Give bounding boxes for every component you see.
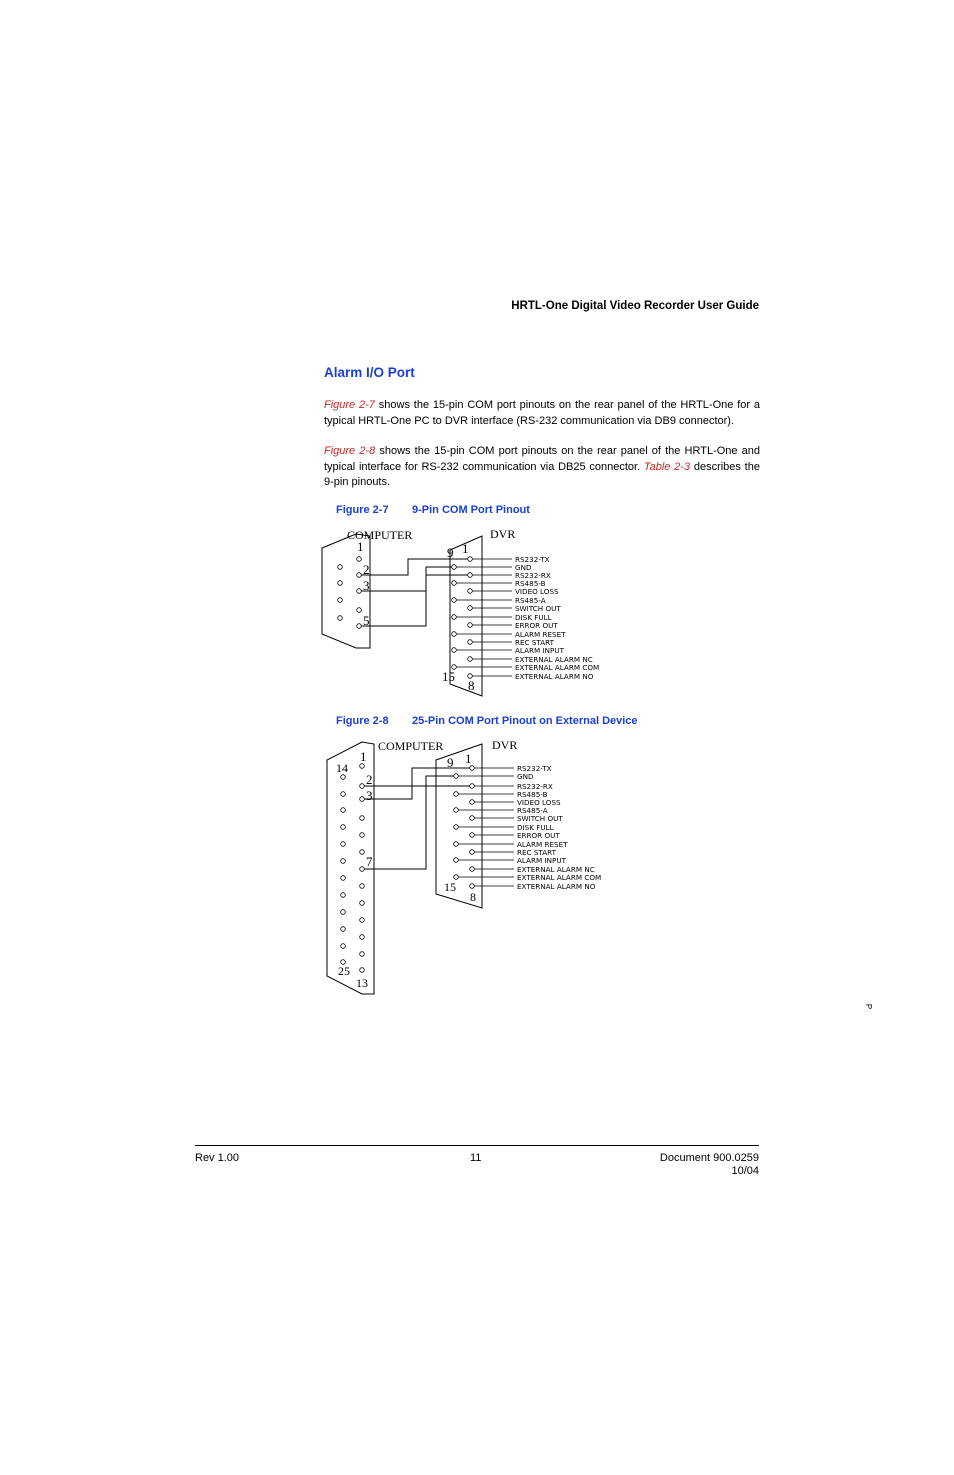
signal-label: EXTERNAL ALARM NC [515,655,593,664]
figure-2-7-caption [336,504,530,516]
signal-label: ALARM INPUT [517,856,566,865]
computer-label: COMPUTER [378,739,444,753]
footer-document-info [600,1152,759,1178]
dvr-pin-8-label: 8 [468,678,475,693]
db9-pinout-diagram [300,524,620,704]
figure-2-7-reference[interactable]: Figure 2-7 [324,399,375,411]
db9-pins [338,557,362,629]
computer-pin-7-label: 7 [366,854,373,869]
footer-revision: Rev 1.00 [195,1152,240,1164]
dvr-pin-15-label: 15 [442,669,455,684]
db25-pinout-diagram [300,736,620,998]
signal-label: EXTERNAL ALARM NO [515,672,594,681]
section-title: Alarm I/O Port [324,365,415,380]
signal-label: EXTERNAL ALARM NO [517,882,596,891]
figure-2-8-number: Figure 2-8 [336,715,389,727]
signal-label: SWITCH OUT [515,604,561,613]
computer-pin-1-label: 1 [360,749,367,764]
paragraph-2-text-b: describes the 9-pin pinouts. [324,460,760,488]
footer-rule [195,1145,759,1146]
signal-label: ALARM RESET [515,630,566,639]
signal-label: REC START [517,848,557,857]
signal-label: ERROR OUT [517,831,560,840]
computer-pin-5-label: 5 [363,613,370,628]
margin-mark: P [864,1003,874,1010]
computer-pin-13-label: 13 [356,976,368,990]
paragraph-1 [324,398,760,429]
dvr-pin-1-label: 1 [465,751,472,766]
computer-pin-1-label: 1 [357,539,364,554]
signal-label: GND [515,563,532,572]
signal-label: VIDEO LOSS [517,798,561,807]
dvr-pin-9-label: 9 [447,545,454,560]
signal-label: RS232-TX [515,555,550,564]
signal-label: REC START [515,638,555,647]
figure-2-7-number: Figure 2-7 [336,504,389,516]
paragraph-2 [324,444,760,491]
signal-label: RS485-A [515,596,546,605]
signal-label: ALARM INPUT [515,646,564,655]
signal-label: DISK FULL [515,613,552,622]
dvr-pin-8-label: 8 [470,890,476,904]
computer-pin-2-label: 2 [366,772,373,787]
signal-label: VIDEO LOSS [515,587,559,596]
signal-label: RS232-RX [515,571,551,580]
figure-2-8-reference[interactable]: Figure 2-8 [324,445,376,457]
signal-label: RS232-RX [517,782,553,791]
computer-pin-14-label: 14 [336,761,348,775]
computer-pin-3-label: 3 [363,578,370,593]
running-header: HRTL-One Digital Video Recorder User Guide [511,300,759,312]
signal-label: EXTERNAL ALARM NC [517,865,595,874]
signal-label: DISK FULL [517,823,554,832]
footer-document-number: Document 900.0259 [659,1152,759,1164]
dvr-label: DVR [490,527,516,541]
computer-pin-25-label: 25 [338,964,350,978]
dvr-label: DVR [492,738,518,752]
footer-page-number: 11 [470,1152,482,1164]
signal-label: ALARM RESET [517,840,568,849]
computer-pin-2-label: 2 [363,562,370,577]
figure-2-7-title: 9-Pin COM Port Pinout [412,504,530,516]
dvr-pin-9-label: 9 [447,755,454,770]
footer-date: 10/04 [731,1165,759,1177]
signal-label: ERROR OUT [515,621,558,630]
paragraph-2-text-a: shows the 15-pin COM port pinouts on the rear panel of the HRTL-One and typical interface for RS-232 communication via DB25 connector. [324,445,761,473]
computer-dvr-wiring [364,768,472,869]
signal-label: RS485-B [515,579,546,588]
dvr-pin-1-label: 1 [462,541,469,556]
signal-label: RS485-B [517,790,548,799]
db25-pins [341,764,365,973]
signal-label: GND [517,772,534,781]
figure-2-8-caption [336,715,638,727]
computer-label: COMPUTER [347,528,413,542]
dvr-signal-rows [454,764,602,891]
signal-label: EXTERNAL ALARM COM [515,663,600,672]
dvr-pin-15-label: 15 [444,880,456,894]
signal-label: EXTERNAL ALARM COM [517,873,602,882]
computer-pin-3-label: 3 [366,788,373,803]
table-2-3-reference[interactable]: Table 2-3 [643,460,691,473]
signal-label: RS232-TX [517,764,552,773]
figure-2-8-title: 25-Pin COM Port Pinout on External Device [412,715,638,727]
paragraph-1-text: shows the 15-pin COM port pinouts on the rear panel of the HRTL-One for a typical HRTL-One PC to DVR interface (RS-232 communication via DB9 connector). [324,399,761,427]
db15-connector-shell [436,744,482,908]
dvr-signal-rows [452,555,600,681]
signal-label: SWITCH OUT [517,814,563,823]
signal-label: RS485-A [517,806,548,815]
